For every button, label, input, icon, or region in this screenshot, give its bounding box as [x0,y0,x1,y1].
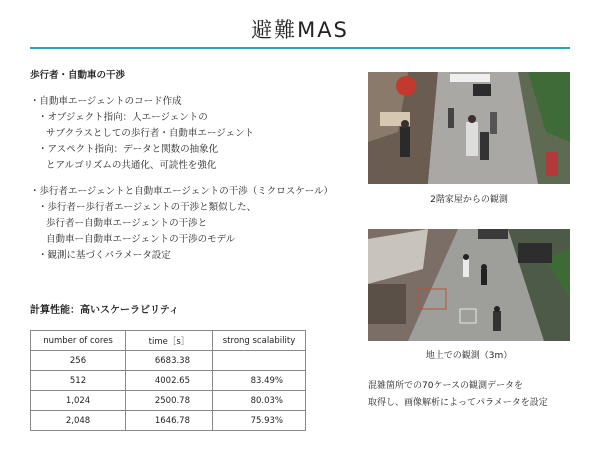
performance-label: 計算性能：高いスケーラビリティ [30,305,179,316]
bullet-interaction-car-car: 自動車ー自動車エージェントの干渉のモデル [46,234,236,245]
photo-caption-upper-floor: 2階家屋からの観測 [430,195,508,205]
bullet-car-agent-code: ・自動車エージェントのコード作成 [30,96,182,107]
cell-cores: 2,048 [31,411,126,431]
section-heading: 歩行者・自動車の干渉 [30,70,126,81]
bullet-object-oriented: ・オブジェクト指向：人エージェントの [38,112,208,123]
cell-scalability [213,351,306,371]
photo-caption-ground: 地上での観測（3m） [425,351,513,361]
cell-time: 6683.38 [126,351,213,371]
header-scalability: strong scalability [213,331,306,351]
cell-scalability: 80.03% [213,391,306,411]
bullet-interaction-similar: ・歩行者ー歩行者エージェントの干渉と類似した、 [38,202,257,213]
bullet-observation-params: ・観測に基づくパラメータ設定 [38,250,171,261]
cell-scalability: 83.49% [213,371,306,391]
cell-time: 1646.78 [126,411,213,431]
slide-title: 避難MAS [251,18,349,42]
title-divider [30,47,570,49]
bullet-interaction: ・歩行者エージェントと自動車エージェントの干渉（ミクロスケール） [30,186,334,197]
table-row [31,411,306,431]
table-row [31,351,306,371]
header-time: time［s］ [126,331,213,351]
table-header-row [31,331,306,351]
scalability-table [30,330,306,431]
cell-time: 4002.65 [126,371,213,391]
header-cores: number of cores [31,331,126,351]
cell-cores: 512 [31,371,126,391]
cell-scalability: 75.93% [213,411,306,431]
bullet-interaction-ped-car: 歩行者ー自動車エージェントの干渉と [46,218,208,229]
cell-cores: 1,024 [31,391,126,411]
note-line-2: 取得し、画像解析によってパラメータを設定 [368,398,548,408]
street-photo-upper-floor [368,72,570,184]
cell-cores: 256 [31,351,126,371]
left-text-block [30,68,360,264]
observation-note [368,378,548,412]
note-line-1: 混雑箇所での70ケースの観測データを [368,381,524,391]
bullet-object-oriented-cont: サブクラスとしての歩行者・自動車エージェント [46,128,255,139]
table-row [31,391,306,411]
cell-time: 2500.78 [126,391,213,411]
bullet-aspect-oriented: ・アスペクト指向：データと関数の抽象化 [38,144,219,155]
table-row [31,371,306,391]
bullet-aspect-oriented-cont: とアルゴリズムの共通化、可読性を強化 [46,160,217,171]
street-photo-ground [368,229,570,341]
